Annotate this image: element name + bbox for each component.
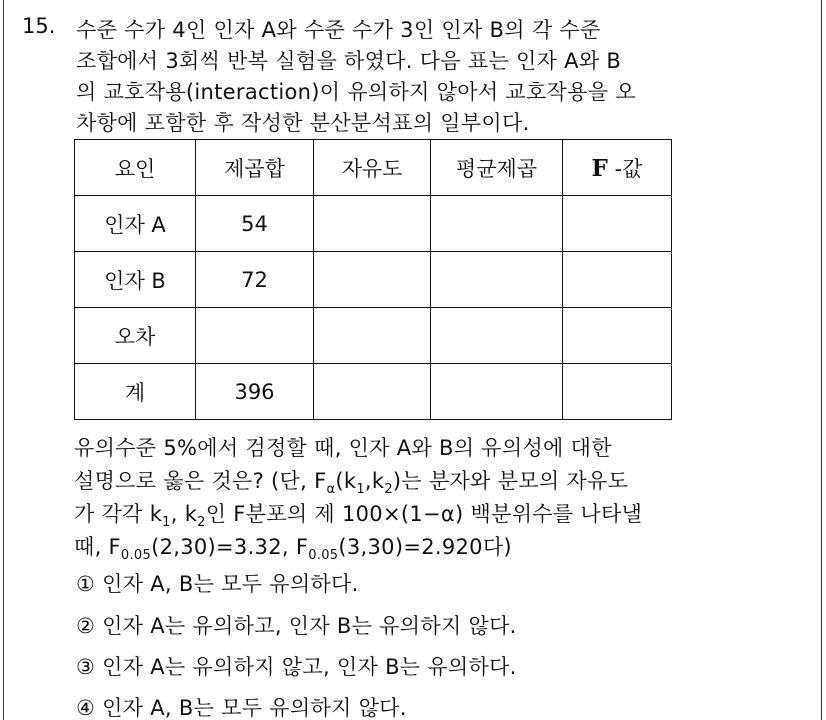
cell: 오차 <box>75 308 196 364</box>
header-df: 자유도 <box>314 140 431 196</box>
cell <box>563 308 672 364</box>
table-row <box>75 364 672 420</box>
cell <box>314 196 431 252</box>
cell <box>431 252 563 308</box>
subscript: 1 <box>356 482 365 498</box>
condition-line <box>74 465 628 497</box>
header-factor: 요인 <box>75 140 196 196</box>
cell: 396 <box>196 364 314 420</box>
stem-line: 의 교호작용(interaction)이 유의하지 않아서 교호작용을 오 <box>76 80 636 104</box>
text: (2,30)=3.32, F <box>151 535 309 559</box>
f-letter: F <box>591 154 608 182</box>
cell <box>314 252 431 308</box>
f-value-suffix: -값 <box>614 156 643 181</box>
header-sum-of-squares: 제곱합 <box>196 140 314 196</box>
text: 때, F <box>74 535 121 559</box>
cell <box>314 308 431 364</box>
subscript: 0.05 <box>308 548 339 564</box>
table-header-row <box>75 140 672 196</box>
option-3[interactable]: ③ 인자 A는 유의하지 않고, 인자 B는 유의하다. <box>76 655 517 679</box>
text: )는 분자와 분모의 자유도 <box>392 469 629 493</box>
text: 인 F분포의 제 100×(1−α) 백분위수를 나타낼 <box>205 502 643 526</box>
header-mean-square: 평균제곱 <box>431 140 563 196</box>
subscript: α <box>326 482 336 498</box>
cell <box>196 308 314 364</box>
cell <box>314 364 431 420</box>
option-1[interactable]: ① 인자 A, B는 모두 유의하다. <box>76 572 359 596</box>
text: 설명으로 옳은 것은? (단, F <box>74 469 327 493</box>
text: (k <box>335 469 357 493</box>
header-f-value <box>563 140 672 196</box>
table-row <box>75 252 672 308</box>
cell: 계 <box>75 364 196 420</box>
subscript: 2 <box>197 515 206 531</box>
cell: 72 <box>196 252 314 308</box>
text: 가 각각 k <box>74 502 163 526</box>
cell <box>563 364 672 420</box>
table-row <box>75 196 672 252</box>
stem-line: 조합에서 3회씩 반복 실험을 하였다. 다음 표는 인자 A와 B <box>76 49 622 73</box>
cell <box>431 364 563 420</box>
cell <box>563 196 672 252</box>
subscript: 1 <box>162 515 171 531</box>
table-row <box>75 308 672 364</box>
subscript: 0.05 <box>120 548 152 564</box>
stem-line: 차항에 포함한 후 작성한 분산분석표의 일부이다. <box>76 111 530 135</box>
anova-table <box>74 139 672 420</box>
stem-line: 수준 수가 4인 인자 A와 수준 수가 3인 인자 B의 각 수준 <box>76 18 601 42</box>
condition-line: 유의수준 5%에서 검정할 때, 인자 A와 B의 유의성에 대한 <box>74 436 612 460</box>
subscript: 2 <box>384 482 393 498</box>
cell: 54 <box>196 196 314 252</box>
text: (3,30)=2.920다) <box>338 535 512 559</box>
text: , k <box>170 502 198 526</box>
condition-line <box>74 498 642 530</box>
question-number: 15. <box>22 14 56 38</box>
cell <box>431 196 563 252</box>
cell <box>431 308 563 364</box>
cell: 인자 A <box>75 196 196 252</box>
option-4[interactable]: ④ 인자 A, B는 모두 유의하지 않다. <box>76 696 407 720</box>
cell <box>563 252 672 308</box>
condition-line <box>74 531 512 563</box>
cell: 인자 B <box>75 252 196 308</box>
text: ,k <box>364 469 385 493</box>
option-2[interactable]: ② 인자 A는 유의하고, 인자 B는 유의하지 않다. <box>76 614 517 638</box>
